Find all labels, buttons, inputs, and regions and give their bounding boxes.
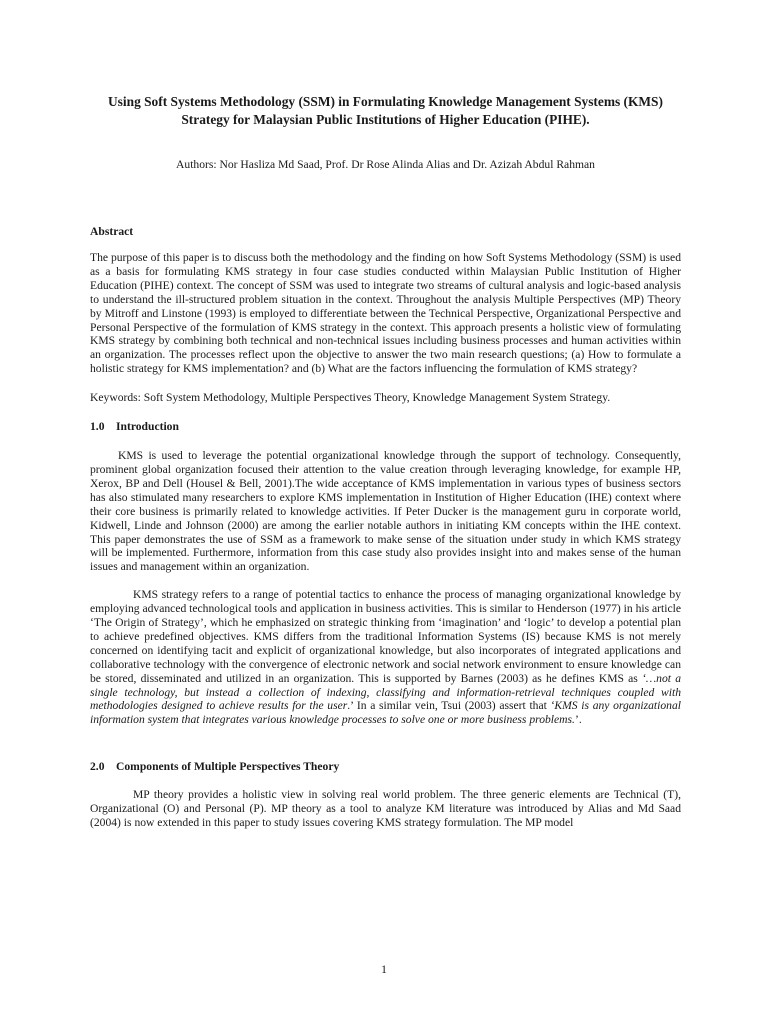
- abstract-text: The purpose of this paper is to discuss both the methodology and the finding on how Soft Systems Methodology (SSM) is used as a basis for formulating KMS strategy in four case studies conducted within Malaysian Public Institution of Higher Education (PIHE) context. The concept of SSM was used to integrate two streams of cultural analysis and logic-based analysis to understand the ill-structured problem situation in the context. Throughout the analysis Multiple Perspectives (MP) Theory by Mitroff and Linstone (1993) is employed to differentiate between the Technical Perspective, Organizational Perspective and Personal Perspective of the formulation of KMS strategy in the context. This approach presents a holistic view of formulating KMS strategy by combining both technical and non-technical issues including business processes and human activities within an organization. The processes reflect upon the objective to answer the two main research questions; (a) How to formulate a holistic strategy for KMS implementation? and (b) What are the factors influencing the formulation of KMS strategy?: [90, 251, 681, 376]
- page-content: [90, 93, 681, 830]
- paragraph-text: KMS strategy refers to a range of potential tactics to enhance the process of managing organizational knowledge by employing advanced technological tools and application in business activities. This is similar to Henderson (1977) in his article ‘The Origin of Strategy’, which he emphasized on strategic thinking from ‘imagination’ and ‘logic’ to develop a potential plan to achieve predefined objectives. KMS differs from the traditional Information Systems (IS) because KMS is not merely concerned on identifying tacit and explicit of organizational knowledge, but also incorporates of integrated applications and collaborative technology with the convergence of electronic network and social network environment to ensure knowledge can be stored, disseminated and utilized in an organization. This is supported by Barnes (2003) as he defines KMS as: [90, 588, 681, 685]
- section-title: Introduction: [116, 420, 179, 434]
- abstract-heading: Abstract: [90, 225, 134, 238]
- section-heading-components: [90, 760, 681, 774]
- tsui-quote: ‘KMS is any organizational information system that integrates various knowledge processes to solve one or more business problems.: [90, 699, 681, 727]
- paragraph-text: ’.: [574, 713, 582, 727]
- barnes-quote: ‘…not a single technology, but instead a collection of indexing, classifying and information-retrieval techniques coupled with methodologies designed to achieve results for the user: [90, 671, 681, 713]
- keywords-line: Keywords: Soft System Methodology, Multiple Perspectives Theory, Knowledge Management System Strategy.: [90, 391, 611, 405]
- introduction-paragraph-1: KMS is used to leverage the potential organizational knowledge through the support of technology. Consequently, prominent global organization focused their attention to the value creation through leveraging knowledge, for example HP, Xerox, BP and Dell (Housel & Bell, 2001).The wide acceptance of KMS implementation in various types of business sectors has also stimulated many researchers to explore KMS implementation in Institution of Higher Education (IHE) context where their core business is primarily related to knowledge activities. If Peter Ducker is the management guru in corporate world, Kidwell, Linde and Johnson (2000) are among the earlier notable authors in initiating KM concepts within the IHE context. This paper demonstrates the use of SSM as a framework to make sense of the situation under study in which KMS strategy will be implemented. Furthermore, information from this case study also provides insight into and makes sense of the human issues and management within an organization.: [90, 449, 681, 574]
- section-number: 2.0: [90, 760, 105, 774]
- section-number: 1.0: [90, 420, 105, 434]
- page-number: 1: [381, 962, 387, 976]
- paper-title: Using Soft Systems Methodology (SSM) in Formulating Knowledge Management Systems (KMS) Strategy for Malaysian Public Institutions of Higher Education (PIHE).: [108, 94, 663, 127]
- authors-line: Authors: Nor Hasliza Md Saad, Prof. Dr Rose Alinda Alias and Dr. Azizah Abdul Rahman: [176, 158, 595, 171]
- section-heading-introduction: [90, 420, 681, 434]
- paragraph-text: .’ In a similar vein, Tsui (2003) assert that: [347, 699, 551, 713]
- introduction-paragraph-2: [90, 588, 681, 727]
- components-paragraph-1: MP theory provides a holistic view in solving real world problem. The three generic elements are Technical (T), Organizational (O) and Personal (P). MP theory as a tool to analyze KM literature was introduced by Alias and Md Saad (2004) is now extended in this paper to study issues covering KMS strategy formulation. The MP model: [90, 788, 681, 830]
- section-title: Components of Multiple Perspectives Theory: [116, 760, 340, 774]
